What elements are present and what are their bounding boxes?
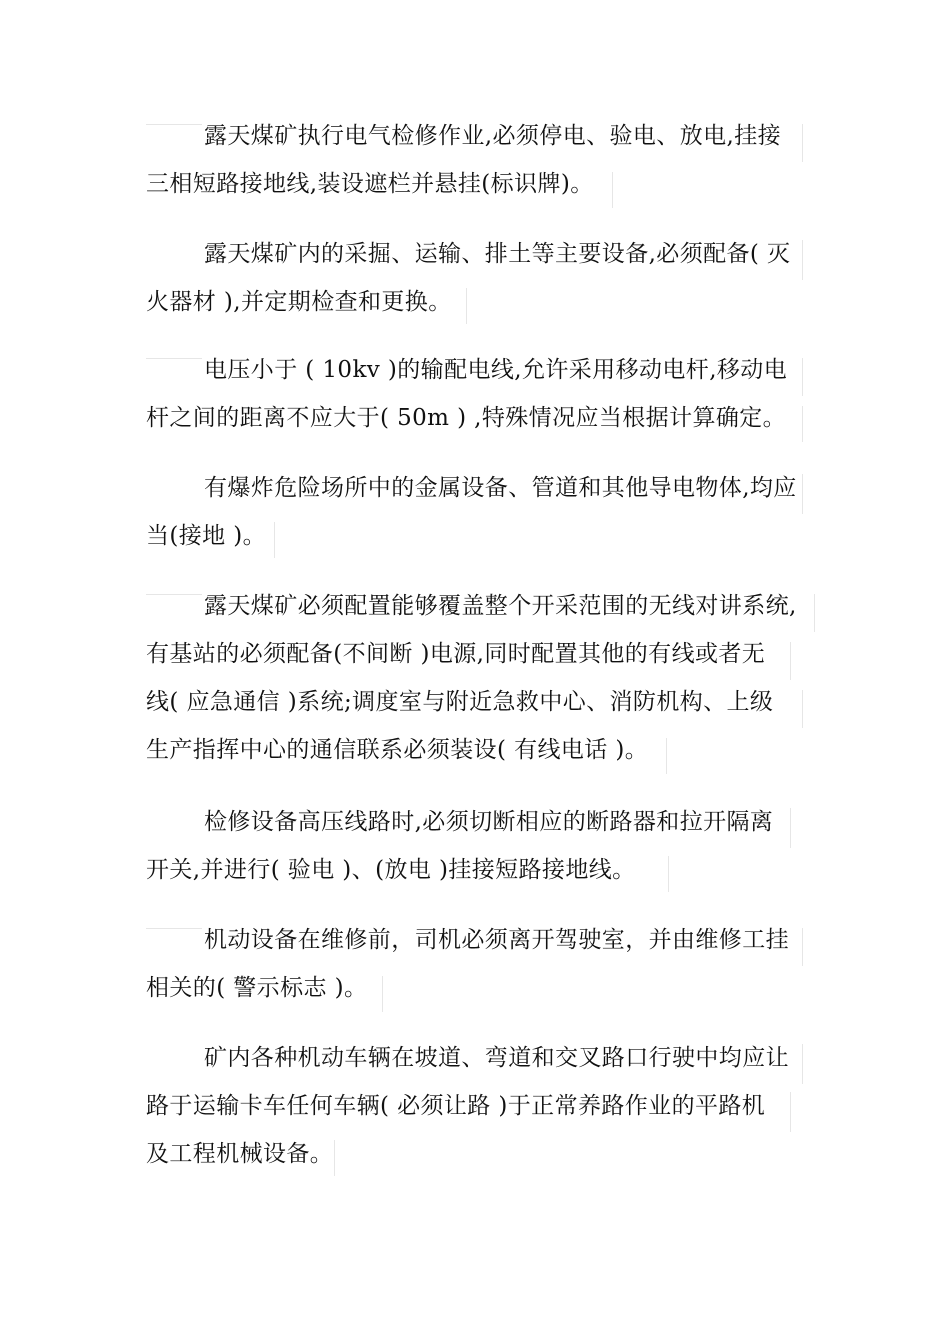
paragraph-3-line-1: 电压小于 ( 10kv )的输配电线,允许采用移动电杆,移动电 <box>204 357 788 383</box>
paragraph-8-line-2: 路于运输卡车任何车辆( 必须让路 )于正常养路作业的平路机 <box>146 1093 766 1119</box>
paragraph-5-line-1: 露天煤矿必须配置能够覆盖整个开采范围的无线对讲系统, <box>204 593 797 619</box>
paragraph-7-line-2: 相关的( 警示标志 )。 <box>146 975 368 1001</box>
paragraph-8-line-3: 及工程机械设备。 <box>146 1141 334 1167</box>
paragraph-1-line-2: 三相短路接地线,装设遮栏并悬挂(标识牌)。 <box>146 171 594 197</box>
paragraph-2-line-1: 露天煤矿内的采掘、运输、排土等主要设备,必须配备( 灭 <box>204 241 791 267</box>
paragraph-5-line-4: 生产指挥中心的通信联系必须装设( 有线电话 )。 <box>146 737 649 763</box>
paragraph-6-line-1: 检修设备高压线路时,必须切断相应的断路器和拉开隔离 <box>204 809 774 835</box>
paragraph-5-line-2: 有基站的必须配备(不间断 )电源,同时配置其他的有线或者无 <box>146 641 766 667</box>
paragraph-3-line-2: 杆之间的距离不应大于( 50m ) ,特殊情况应当根据计算确定。 <box>146 405 787 431</box>
paragraph-8-line-1: 矿内各种机动车辆在坡道、弯道和交叉路口行驶中均应让 <box>204 1045 789 1071</box>
paragraph-7-line-1: 机动设备在维修前，司机必须离开驾驶室，并由维修工挂 <box>204 927 789 953</box>
paragraph-6-line-2: 开关,并进行( 验电 )、(放电 )挂接短路接地线。 <box>146 857 636 883</box>
paragraph-5-line-3: 线( 应急通信 )系统;调度室与附近急救中心、消防机构、上级 <box>146 689 774 715</box>
paragraph-2-line-2: 火器材 ),并定期检查和更换。 <box>146 289 452 315</box>
paragraph-4-line-2: 当(接地 )。 <box>146 523 267 549</box>
paragraph-4-line-1: 有爆炸危险场所中的金属设备、管道和其他导电物体,均应 <box>204 475 797 501</box>
paragraph-1-line-1: 露天煤矿执行电气检修作业,必须停电、验电、放电,挂接 <box>204 123 782 149</box>
